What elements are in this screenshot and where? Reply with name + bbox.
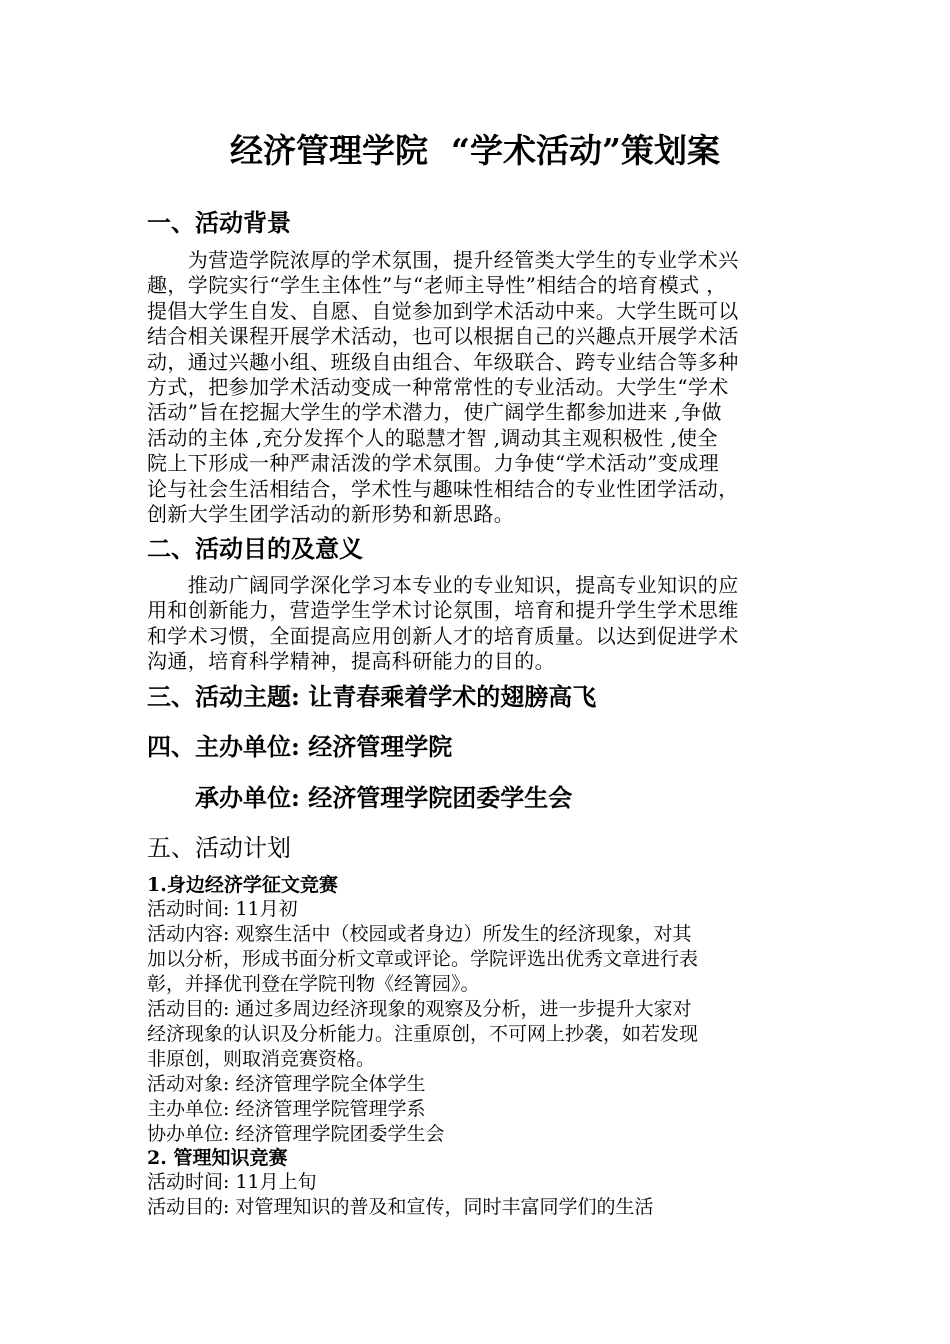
plan-item-title-essay: 1.身边经济学征文竞赛 bbox=[147, 874, 338, 896]
paragraph-line: 为营造学院浓厚的学术氛围，提升经管类大学生的专业学术兴 bbox=[147, 248, 739, 272]
plan-line: 活动对象: 经济管理学院全体学生 bbox=[147, 1073, 426, 1095]
paragraph-line: 结合相关课程开展学术活动，也可以根据自己的兴趣点开展学术活 bbox=[147, 324, 739, 349]
plan-line: 协办单位: 经济管理学院团委学生会 bbox=[147, 1123, 445, 1145]
paragraph-line: 沟通，培育科学精神，提高科研能力的目的。 bbox=[147, 649, 555, 674]
plan-line: 主办单位: 经济管理学院管理学系 bbox=[147, 1098, 426, 1120]
plan-item-title-quiz: 2. 管理知识竞赛 bbox=[147, 1147, 288, 1169]
section-heading-theme: 三、活动主题: 让青春乘着学术的翅膀高飞 bbox=[147, 682, 597, 711]
plan-line: 活动时间: 11月上旬 bbox=[147, 1171, 317, 1193]
paragraph-line: 活动”旨在挖掘大学生的学术潜力，使广阔学生都参加进来 ,争做 bbox=[147, 400, 722, 425]
section-heading-plan: 五、活动计划 bbox=[147, 834, 291, 862]
plan-line: 活动时间: 11月初 bbox=[147, 898, 298, 920]
section-heading-background: 一、活动背景 bbox=[147, 208, 291, 237]
paragraph-line: 用和创新能力，营造学生学术讨论氛围，培育和提升学生学术思维 bbox=[147, 598, 739, 623]
plan-line: 经济现象的认识及分析能力。注重原创，不可网上抄袭，如若发现 bbox=[147, 1023, 699, 1045]
paragraph-line: 趣，学院实行“学生主体性”与“老师主导性”相结合的培育模式 ， bbox=[147, 273, 727, 298]
paragraph-line: 推动广阔同学深化学习本专业的专业知识，提高专业知识的应 bbox=[147, 573, 739, 597]
paragraph-line: 院上下形成一种严肃活泼的学术氛围。力争使“学术活动”变成理 bbox=[147, 451, 720, 476]
section-body-background bbox=[147, 248, 817, 527]
paragraph-line: 活动的主体 ,充分发挥个人的聪慧才智 ,调动其主观积极性 ,使全 bbox=[147, 425, 718, 450]
section-heading-organizer: 四、主办单位: 经济管理学院 bbox=[147, 732, 453, 761]
plan-line: 加以分析，形成书面分析文章或评论。学院评选出优秀文章进行表 bbox=[147, 948, 699, 970]
plan-line: 活动目的: 对管理知识的普及和宣传，同时丰富同学们的生活 bbox=[147, 1196, 654, 1218]
document-title: 经济管理学院 “学术活动”策划案 bbox=[230, 131, 720, 170]
plan-line: 非原创，则取消竞赛资格。 bbox=[147, 1048, 376, 1070]
plan-item-body-quiz bbox=[147, 1170, 817, 1220]
paragraph-line: 论与社会生活相结合，学术性与趣味性相结合的专业性团学活动， bbox=[147, 476, 739, 501]
plan-line: 彰，并择优刊登在学院刊物《经箐园》。 bbox=[147, 973, 480, 995]
paragraph-line: 和学术习惯，全面提高应用创新人才的培育质量。以达到促进学术 bbox=[147, 623, 739, 648]
plan-item-body-essay bbox=[147, 897, 817, 1147]
paragraph-line: 创新大学生团学活动的新形势和新思路。 bbox=[147, 502, 515, 527]
section-heading-purpose: 二、活动目的及意义 bbox=[147, 534, 363, 563]
plan-line: 活动内容: 观察生活中（校园或者身边）所发生的经济现象，对其 bbox=[147, 923, 692, 945]
plan-line: 活动目的: 通过多周边经济现象的观察及分析，进一步提升大家对 bbox=[147, 998, 692, 1020]
co-organizer-line: 承办单位: 经济管理学院团委学生会 bbox=[147, 783, 573, 812]
paragraph-line: 方式，把参加学术活动变成一种常常性的专业活动。大学生“学术 bbox=[147, 375, 729, 400]
section-body-purpose bbox=[147, 573, 817, 675]
paragraph-line: 动，通过兴趣小组、班级自由组合、年级联合、跨专业结合等多种 bbox=[147, 349, 739, 374]
paragraph-line: 提倡大学生自发、自愿、自觉参加到学术活动中来。大学生既可以 bbox=[147, 298, 739, 323]
